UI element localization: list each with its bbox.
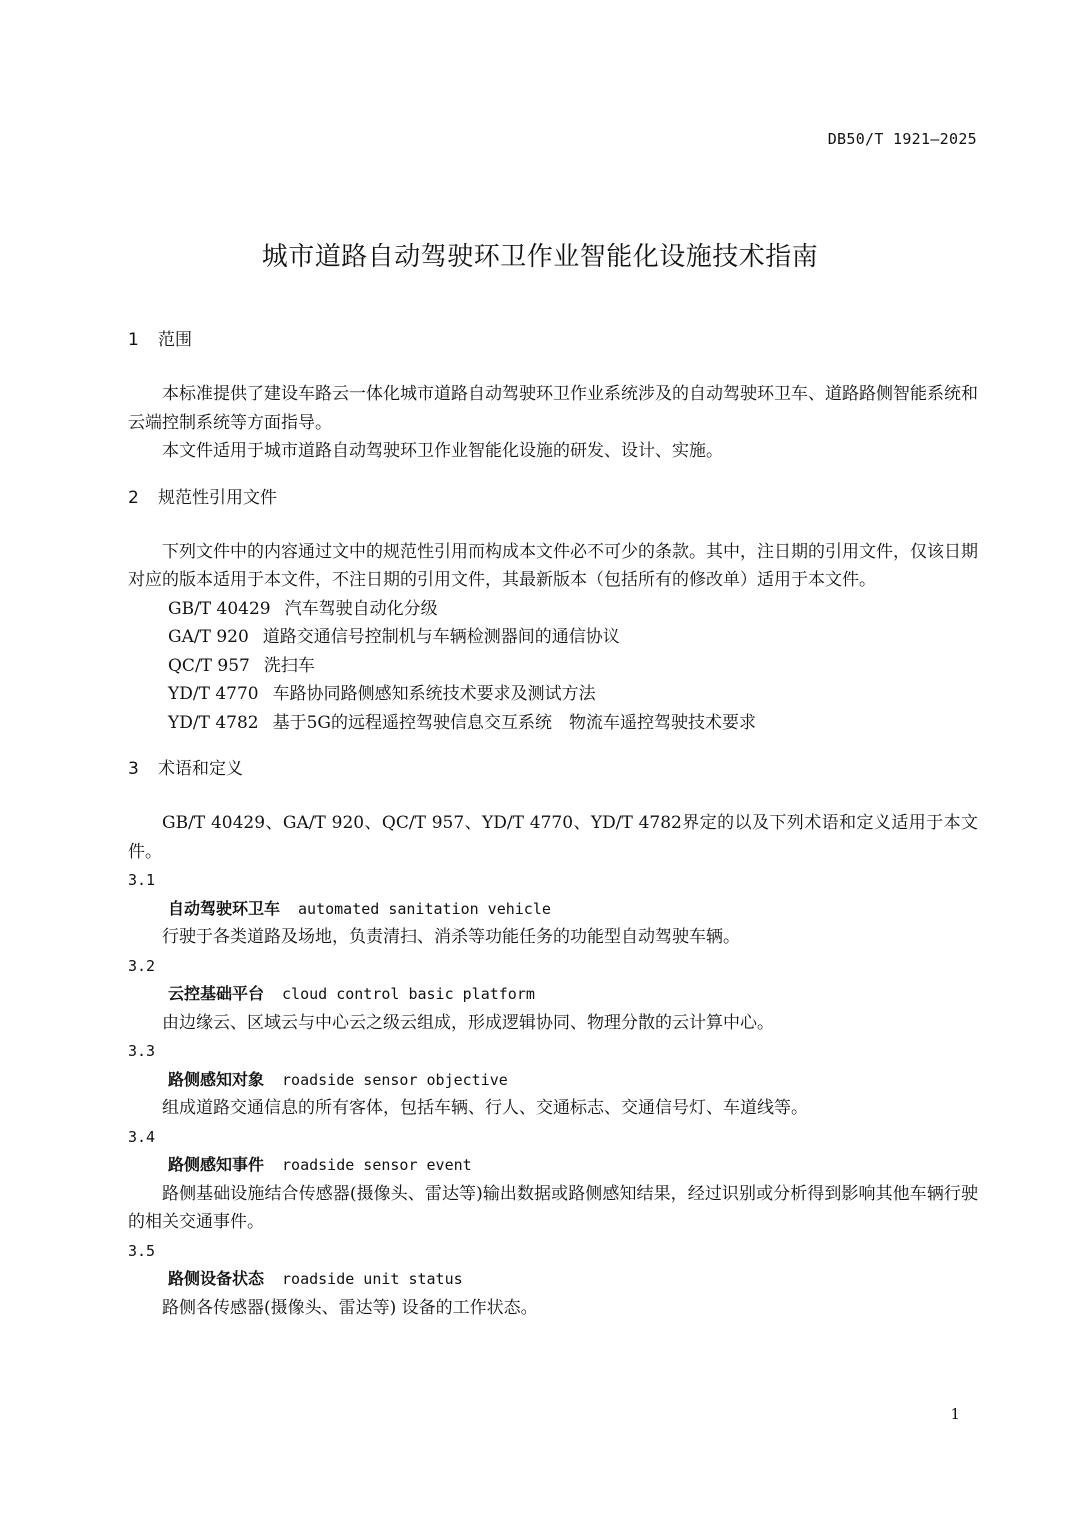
reference-item — [128, 652, 978, 681]
refs-intro: 下列文件中的内容通过文中的规范性引用而构成本文件必不可少的条款。其中，注日期的引用文件，仅该日期对应的版本适用于本文件，不注日期的引用文件，其最新版本（包括所有的修改单）适用于本文件。 — [128, 541, 978, 590]
section-number: 2 — [128, 487, 139, 508]
section-title: 术语和定义 — [158, 759, 243, 779]
term-number: 3.5 — [128, 1241, 156, 1260]
reference-title: 洗扫车 — [263, 655, 315, 676]
reference-title: 汽车驾驶自动化分级 — [284, 598, 438, 619]
term-name — [128, 895, 978, 924]
reference-title: 道路交通信号控制机与车辆检测器间的通信协议 — [262, 627, 620, 647]
page-number: 1 — [950, 1405, 960, 1423]
term-name — [128, 1265, 978, 1294]
term-en: automated sanitation vehicle — [298, 899, 551, 918]
term-number: 3.1 — [128, 871, 156, 889]
reference-item — [128, 709, 978, 738]
term-en: roadside sensor event — [282, 1156, 472, 1174]
document-title: 城市道路自动驾驶环卫作业智能化设施技术指南 — [261, 242, 819, 272]
term-en: roadside unit status — [282, 1270, 463, 1288]
reference-title: 车路协同路侧感知系统技术要求及测试方法 — [272, 684, 596, 704]
term-number: 3.3 — [128, 1042, 156, 1060]
term-en: roadside sensor objective — [282, 1070, 508, 1089]
reference-code: GA/T 920 — [168, 627, 249, 647]
reference-item — [128, 680, 978, 709]
term-zh: 路侧感知事件 — [168, 1155, 265, 1174]
section-number: 3 — [128, 759, 139, 779]
term-definition: 行驶于各类道路及场地，负责清扫、消杀等功能任务的功能型自动驾驶车辆。 — [162, 927, 740, 947]
section-number: 1 — [128, 330, 139, 350]
standard-code: DB50/T 1921—2025 — [827, 130, 977, 148]
reference-code: YD/T 4770 — [168, 684, 259, 704]
term-zh: 云控基础平台 — [168, 984, 265, 1003]
reference-code: GB/T 40429 — [168, 598, 271, 619]
scope-paragraph: 本标准提供了建设车路云一体化城市道路自动驾驶环卫作业系统涉及的自动驾驶环卫车、道路路侧智能系统和云端控制系统等方面指导。 — [128, 384, 978, 433]
term-definition: 由边缘云、区域云与中心云之级云组成，形成逻辑协同、物理分散的云计算中心。 — [162, 1012, 774, 1033]
reference-code: YD/T 4782 — [168, 712, 259, 733]
reference-title: 基于5G的远程遥控驾驶信息交互系统 物流车遥控驾驶技术要求 — [272, 712, 756, 733]
section-heading-refs — [128, 484, 978, 512]
reference-code: QC/T 957 — [168, 655, 250, 676]
scope-paragraph: 本文件适用于城市道路自动驾驶环卫作业智能化设施的研发、设计、实施。 — [162, 441, 723, 461]
document-body — [128, 326, 978, 1322]
term-definition: 路侧基础设施结合传感器(摄像头、雷达等)输出数据或路侧感知结果，经过识别或分析得到影响其他车辆行驶的相关交通事件。 — [128, 1183, 978, 1232]
section-title: 范围 — [158, 330, 192, 350]
term-number: 3.2 — [128, 956, 156, 975]
term-name — [128, 1066, 978, 1095]
reference-item — [128, 623, 978, 652]
term-name — [128, 1151, 978, 1180]
terms-intro: GB/T 40429、GA/T 920、QC/T 957、YD/T 4770、YD/T 4782界定的以及下列术语和定义适用于本文件。 — [128, 813, 978, 862]
section-heading-scope — [128, 326, 978, 354]
section-title: 规范性引用文件 — [158, 487, 277, 508]
reference-item — [128, 595, 978, 624]
term-number: 3.4 — [128, 1127, 156, 1146]
section-heading-terms — [128, 755, 978, 783]
term-zh: 路侧设备状态 — [168, 1269, 265, 1288]
term-definition: 路侧各传感器(摄像头、雷达等) 设备的工作状态。 — [162, 1297, 538, 1318]
term-name — [128, 980, 978, 1009]
term-zh: 路侧感知对象 — [168, 1069, 265, 1089]
term-en: cloud control basic platform — [282, 985, 535, 1003]
term-zh: 自动驾驶环卫车 — [168, 898, 281, 918]
term-definition: 组成道路交通信息的所有客体，包括车辆、行人、交通标志、交通信号灯、车道线等。 — [162, 1098, 808, 1118]
